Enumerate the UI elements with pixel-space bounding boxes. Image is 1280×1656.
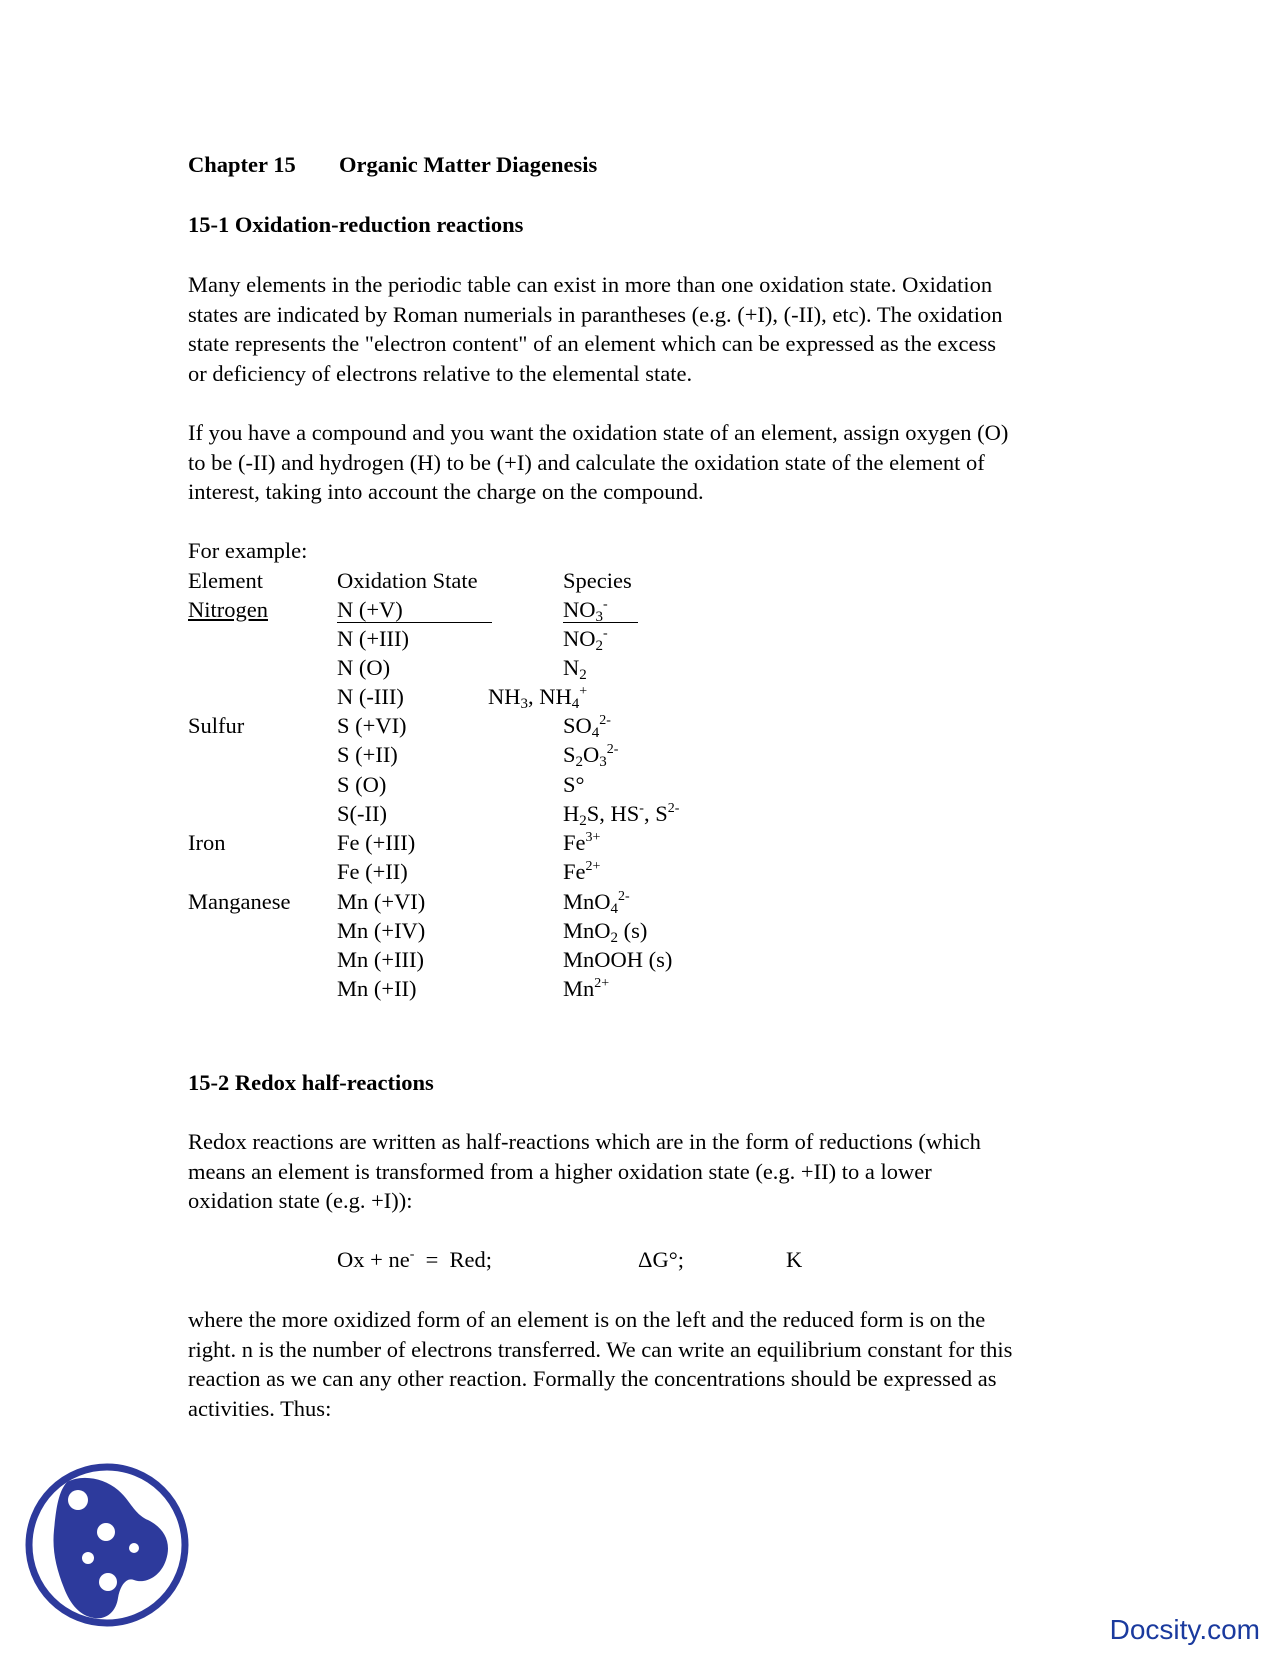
element-cell: Iron	[188, 830, 226, 855]
species-cell: MnOOH (s)	[563, 947, 673, 972]
header-element: Element	[188, 568, 263, 593]
state-cell: Mn (+III)	[337, 947, 425, 972]
state-cell: S (+VI)	[337, 713, 407, 738]
species-cell: $SO_4^{2-}$	[563, 713, 611, 741]
header-species: Species	[563, 568, 632, 593]
text-line: If you have a compound and you want the oxidation state of an element, assign oxygen (O)	[188, 420, 1009, 445]
species-cell: $Mn^{2+}$	[563, 976, 610, 1001]
section-heading-15-1: 15-1 Oxidation-reduction reactions	[188, 212, 524, 237]
species-cell: $H_2S$, HS-, $S^{2-}$	[563, 801, 680, 829]
text-line: reaction as we can any other reaction. Formally the concentrations should be expressed as	[188, 1366, 997, 1391]
species-cell: MnO$_2$ (s)	[563, 918, 648, 946]
text-line: states are indicated by Roman numerials in parantheses (e.g. (+I), (-II), etc). The oxidation	[188, 301, 1003, 327]
species-cell: S°	[563, 772, 585, 797]
species-cell: $NO_3^-$	[563, 598, 638, 623]
delta-g-label: ΔG°;	[638, 1247, 684, 1272]
text-line: state represents the "electron content" of an element which can be expressed as the excess	[188, 331, 997, 356]
text-line: right. n is the number of electrons transferred. We can write an equilibrium constant for this	[188, 1336, 1013, 1362]
state-cell: Mn (+IV)	[337, 918, 426, 943]
paragraph-equilibrium	[188, 1305, 1108, 1423]
species-cell: $NH_3$, $NH_4^+$	[488, 684, 588, 712]
docsity-logo-icon[interactable]	[22, 1460, 192, 1630]
text-line: interest, taking into account the charge on the compound.	[188, 479, 704, 504]
state-cell: N (O)	[337, 655, 391, 680]
element-cell: Sulfur	[188, 713, 245, 738]
paragraph-oxidation-states	[188, 270, 1108, 388]
state-cell: Fe (+II)	[337, 859, 408, 884]
paragraph-redox-half-reactions	[188, 1127, 1108, 1216]
chapter-title: Organic Matter Diagenesis	[339, 152, 598, 177]
state-cell: N (+III)	[337, 626, 410, 651]
text-line: Redox reactions are written as half-reactions which are in the form of reductions (which	[188, 1129, 981, 1154]
text-line: means an element is transformed from a higher oxidation state (e.g. +II) to a lower	[188, 1158, 932, 1184]
state-cell: S (+II)	[337, 742, 398, 767]
half-reaction-equation: Ox + ne- = Red;	[337, 1247, 493, 1272]
element-cell: Manganese	[188, 889, 291, 914]
section-heading-15-2: 15-2 Redox half-reactions	[188, 1070, 434, 1095]
species-cell: $Fe^{2+}$	[563, 859, 601, 884]
state-cell: Fe (+III)	[337, 830, 416, 855]
state-cell: S (O)	[337, 772, 387, 797]
species-cell: $S_2O_3^{2-}$	[563, 742, 619, 770]
text-line: activities. Thus:	[188, 1395, 332, 1421]
example-intro: For example:	[188, 538, 308, 563]
chapter-number: Chapter 15	[188, 152, 296, 177]
species-cell: $Fe^{3+}$	[563, 830, 601, 855]
text-line: to be (-II) and hydrogen (H) to be (+I) and calculate the oxidation state of the element of	[188, 449, 985, 475]
k-label: K	[786, 1247, 803, 1272]
state-cell: N (+V)	[337, 598, 492, 623]
state-cell: S(-II)	[337, 801, 387, 826]
state-cell: Mn (+II)	[337, 976, 417, 1001]
species-cell: $NO_2^-$	[563, 626, 608, 654]
text-line: where the more oxidized form of an element is on the left and the reduced form is on the	[188, 1307, 986, 1332]
text-line: oxidation state (e.g. +I)):	[188, 1188, 413, 1213]
docsity-brand-link[interactable]: Docsity.com	[1109, 1614, 1260, 1645]
text-line: Many elements in the periodic table can exist in more than one oxidation state. Oxidation	[188, 272, 993, 297]
paragraph-assign-oxidation	[188, 418, 1108, 507]
header-oxidation-state: Oxidation State	[337, 568, 478, 593]
element-cell: Nitrogen	[188, 597, 268, 622]
state-cell: Mn (+VI)	[337, 889, 426, 914]
text-line: or deficiency of electrons relative to the elemental state.	[188, 360, 693, 386]
species-cell: MnO$_4^{2-}$	[563, 889, 630, 917]
state-cell: N (-III)	[337, 684, 404, 709]
species-cell: $N_2$	[563, 655, 587, 683]
